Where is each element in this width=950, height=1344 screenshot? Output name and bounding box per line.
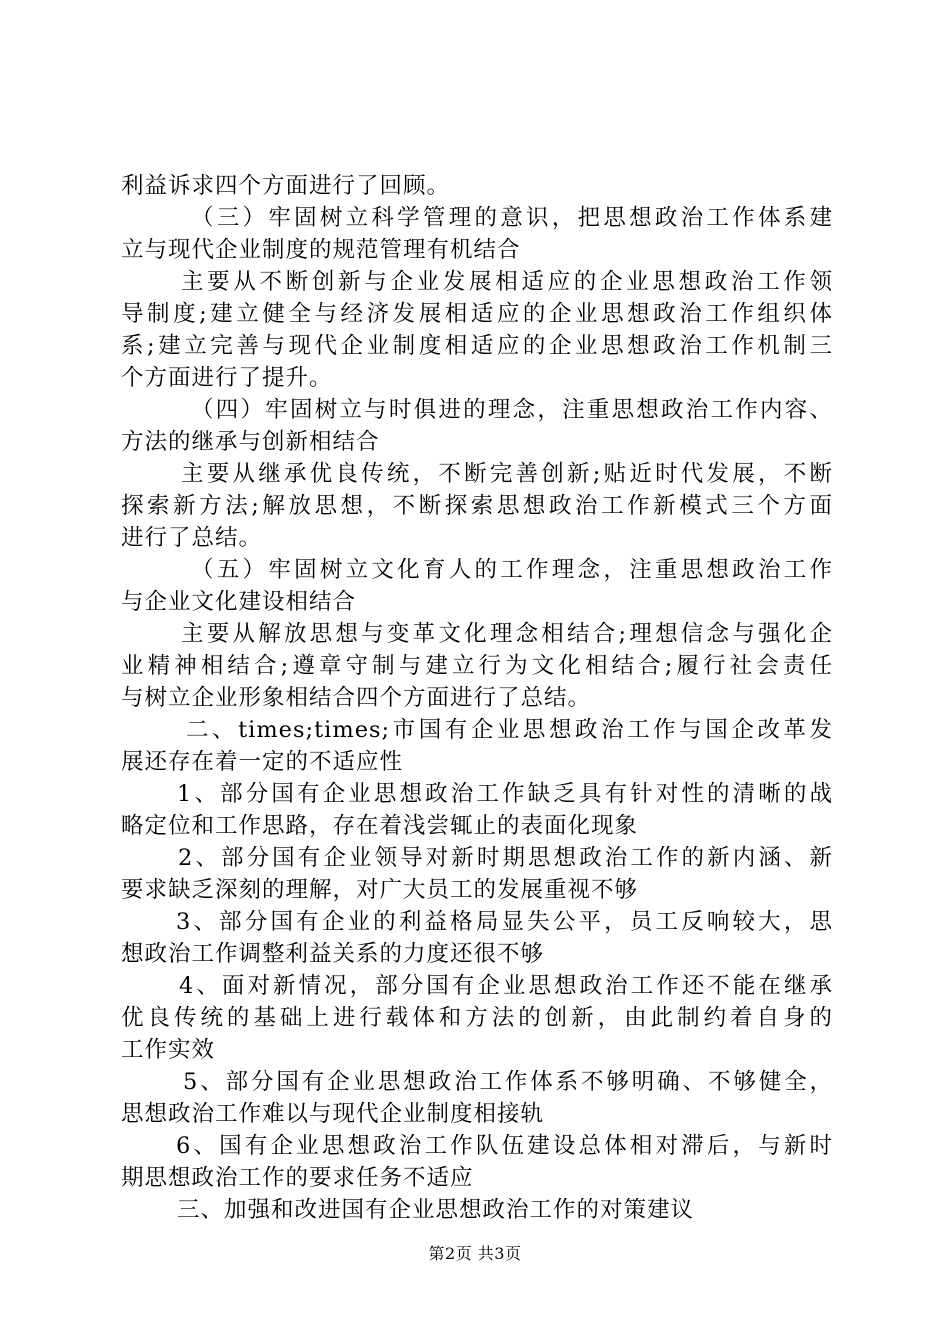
- text-line: 工作实效: [121, 1037, 216, 1063]
- paragraph-start: 主要从继承优良传统，不断完善创新;贴近时代发展，不断: [181, 461, 833, 487]
- text-line: 展还存在着一定的不适应性: [121, 749, 404, 775]
- text-line: 方法的继承与创新相结合: [121, 429, 380, 455]
- section-heading-5: （五）牢固树立文化育人的工作理念，注重思想政治工作: [191, 557, 833, 583]
- text-line: 与树立企业形象相结合四个方面进行了总结。: [121, 685, 592, 711]
- document-body: [121, 170, 833, 1226]
- text-line: 业精神相结合;遵章守制与建立行为文化相结合;履行社会责任: [121, 653, 833, 679]
- text-line: 个方面进行了提升。: [121, 365, 333, 391]
- list-item-6: 6、国有企业思想政治工作队伍建设总体相对滞后，与新时: [176, 1133, 833, 1159]
- text-line: 导制度;建立健全与经济发展相适应的企业思想政治工作组织体: [121, 301, 833, 327]
- text-line: 要求缺乏深刻的理解，对广大员工的发展重视不够: [121, 877, 639, 903]
- list-item-2: 2、部分国有企业领导对新时期思想政治工作的新内涵、新: [178, 845, 833, 871]
- paragraph-start: 主要从不断创新与企业发展相适应的企业思想政治工作领: [181, 269, 833, 295]
- section-heading-3: （三）牢固树立科学管理的意识，把思想政治工作体系建: [191, 205, 833, 231]
- list-item-1: 1、部分国有企业思想政治工作缺乏具有针对性的清晰的战: [177, 781, 833, 807]
- list-item-5: 5、部分国有企业思想政治工作体系不够明确、不够健全，: [183, 1069, 833, 1095]
- text-line: 期思想政治工作的要求任务不适应: [121, 1165, 474, 1191]
- list-item-3: 3、部分国有企业的利益格局显失公平，员工反响较大，思: [176, 909, 833, 935]
- text-line: 系;建立完善与现代企业制度相适应的企业思想政治工作机制三: [121, 333, 833, 359]
- list-item-4: 4、面对新情况，部分国有企业思想政治工作还不能在继承: [179, 973, 833, 999]
- section-heading-4: （四）牢固树立与时俱进的理念，注重思想政治工作内容、: [191, 397, 833, 423]
- paragraph-start: 主要从解放思想与变革文化理念相结合;理想信念与强化企: [181, 621, 833, 647]
- heading-part-2: 二、times;times;市国有企业思想政治工作与国企改革发: [186, 717, 833, 743]
- text-line: 立与现代企业制度的规范管理有机结合: [121, 237, 521, 263]
- text-line: 利益诉求四个方面进行了回顾。: [121, 173, 451, 199]
- text-line: 探索新方法;解放思想，不断探索思想政治工作新模式三个方面: [121, 493, 833, 519]
- page-number-footer: 第2页 共3页: [428, 1244, 522, 1263]
- text-line: 优良传统的基础上进行载体和方法的创新，由此制约着自身的: [121, 1005, 833, 1031]
- heading-part-3: 三、加强和改进国有企业思想政治工作的对策建议: [177, 1197, 695, 1223]
- text-line: 想政治工作调整利益关系的力度还很不够: [121, 941, 545, 967]
- text-line: 略定位和工作思路，存在着浅尝辄止的表面化现象: [121, 813, 639, 839]
- text-line: 与企业文化建设相结合: [121, 589, 357, 615]
- text-line: 思想政治工作难以与现代企业制度相接轨: [121, 1101, 545, 1127]
- text-line: 进行了总结。: [121, 525, 263, 551]
